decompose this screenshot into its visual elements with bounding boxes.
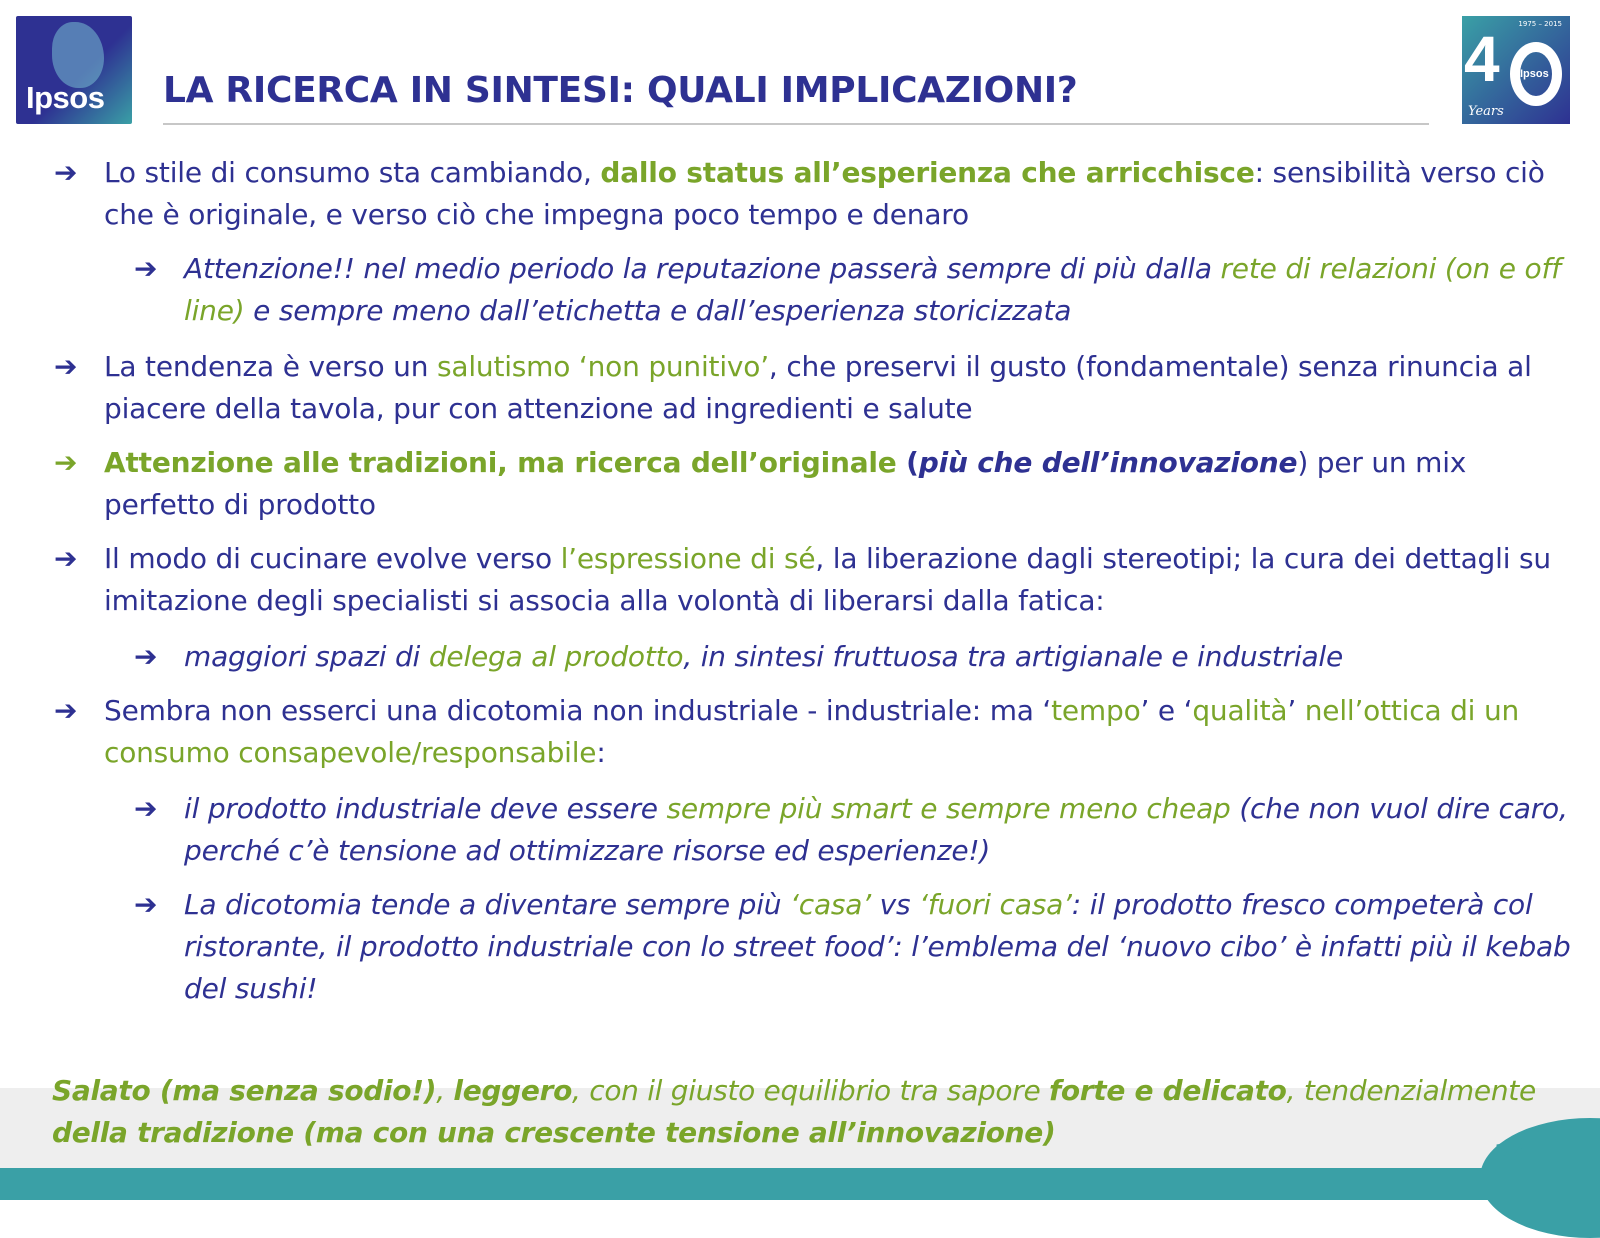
conclusion-text: Salato (ma senza sodio!), leggero, con il giusto equilibrio tra sapore forte e delicato, tendenzialmente della tradizione (ma con una crescente tensione all’innovazione) <box>52 1074 1536 1149</box>
anniversary-brand: Ipsos <box>1520 68 1549 80</box>
sub-bullet-reputation: ➔ Attenzione!! nel medio periodo la reputazione passerà sempre di più dalla rete di relazioni (on e off line) e sempre meno dall’etichetta e dall’esperienza storicizzata <box>184 248 1574 332</box>
anniversary-label: Years <box>1468 104 1504 119</box>
head-silhouette-icon <box>52 22 104 88</box>
arrow-icon: ➔ <box>134 640 158 673</box>
bullet-health-trend: ➔ La tendenza è verso un salutismo ‘non punitivo’, che preservi il gusto (fondamentale) senza rinuncia al piacere della tavola, pur con attenzione ad ingredienti e salute <box>104 346 1574 430</box>
bullet-consumption-style: ➔ Lo stile di consumo sta cambiando, dallo status all’esperienza che arricchisce: sensibilità verso ciò che è originale, e verso ciò che impegna poco tempo e denaro <box>104 152 1574 236</box>
arrow-icon: ➔ <box>134 792 158 825</box>
bullet-dichotomy: ➔ Sembra non esserci una dicotomia non industriale - industriale: ma ‘tempo’ e ‘qualità’ nell’ottica di un consumo consapevole/responsabile: <box>104 690 1574 774</box>
bullet-cooking-mode: ➔ Il modo di cucinare evolve verso l’espressione di sé, la liberazione dagli stereotipi; la cura dei dettagli su imitazione degli specialisti si associa alla volontà di liberarsi dalla fatica: <box>104 538 1574 622</box>
page-title: LA RICERCA IN SINTESI: QUALI IMPLICAZIONI? <box>163 70 1078 111</box>
arrow-icon: ➔ <box>134 252 158 285</box>
anniversary-badge <box>1462 16 1570 124</box>
arrow-icon: ➔ <box>54 156 78 189</box>
page-number: 34 <box>1494 1140 1531 1170</box>
footer-bar <box>0 1168 1600 1200</box>
arrow-icon: ➔ <box>54 542 78 575</box>
arrow-icon: ➔ <box>54 350 78 383</box>
anniversary-range: 1975 – 2015 <box>1518 20 1562 28</box>
sub-bullet-home-vs-out: ➔ La dicotomia tende a diventare sempre più ‘casa’ vs ‘fuori casa’: il prodotto fresco competerà col ristorante, il prodotto industriale con lo street food’: l’emblema del ‘nuovo cibo’ è infatti più il kebab del sushi! <box>184 884 1574 1010</box>
ipsos-logo-text: Ipsos <box>26 80 105 115</box>
bullet-traditions: ➔ Attenzione alle tradizioni, ma ricerca dell’originale (più che dell’innovazione) per un mix perfetto di prodotto <box>104 442 1574 526</box>
arrow-icon: ➔ <box>134 888 158 921</box>
arrow-icon: ➔ <box>54 694 78 727</box>
anniversary-number: 4 <box>1464 23 1500 95</box>
arrow-icon: ➔ <box>54 446 78 479</box>
sub-bullet-industrial-product: ➔ il prodotto industriale deve essere sempre più smart e sempre meno cheap (che non vuol dire caro, perché c’è tensione ad ottimizzare risorse ed esperienze!) <box>184 788 1574 872</box>
sub-bullet-product-delegation: ➔ maggiori spazi di delega al prodotto, in sintesi fruttuosa tra artigianale e industriale <box>184 636 1574 678</box>
title-divider <box>163 123 1429 125</box>
ipsos-logo <box>16 16 132 124</box>
